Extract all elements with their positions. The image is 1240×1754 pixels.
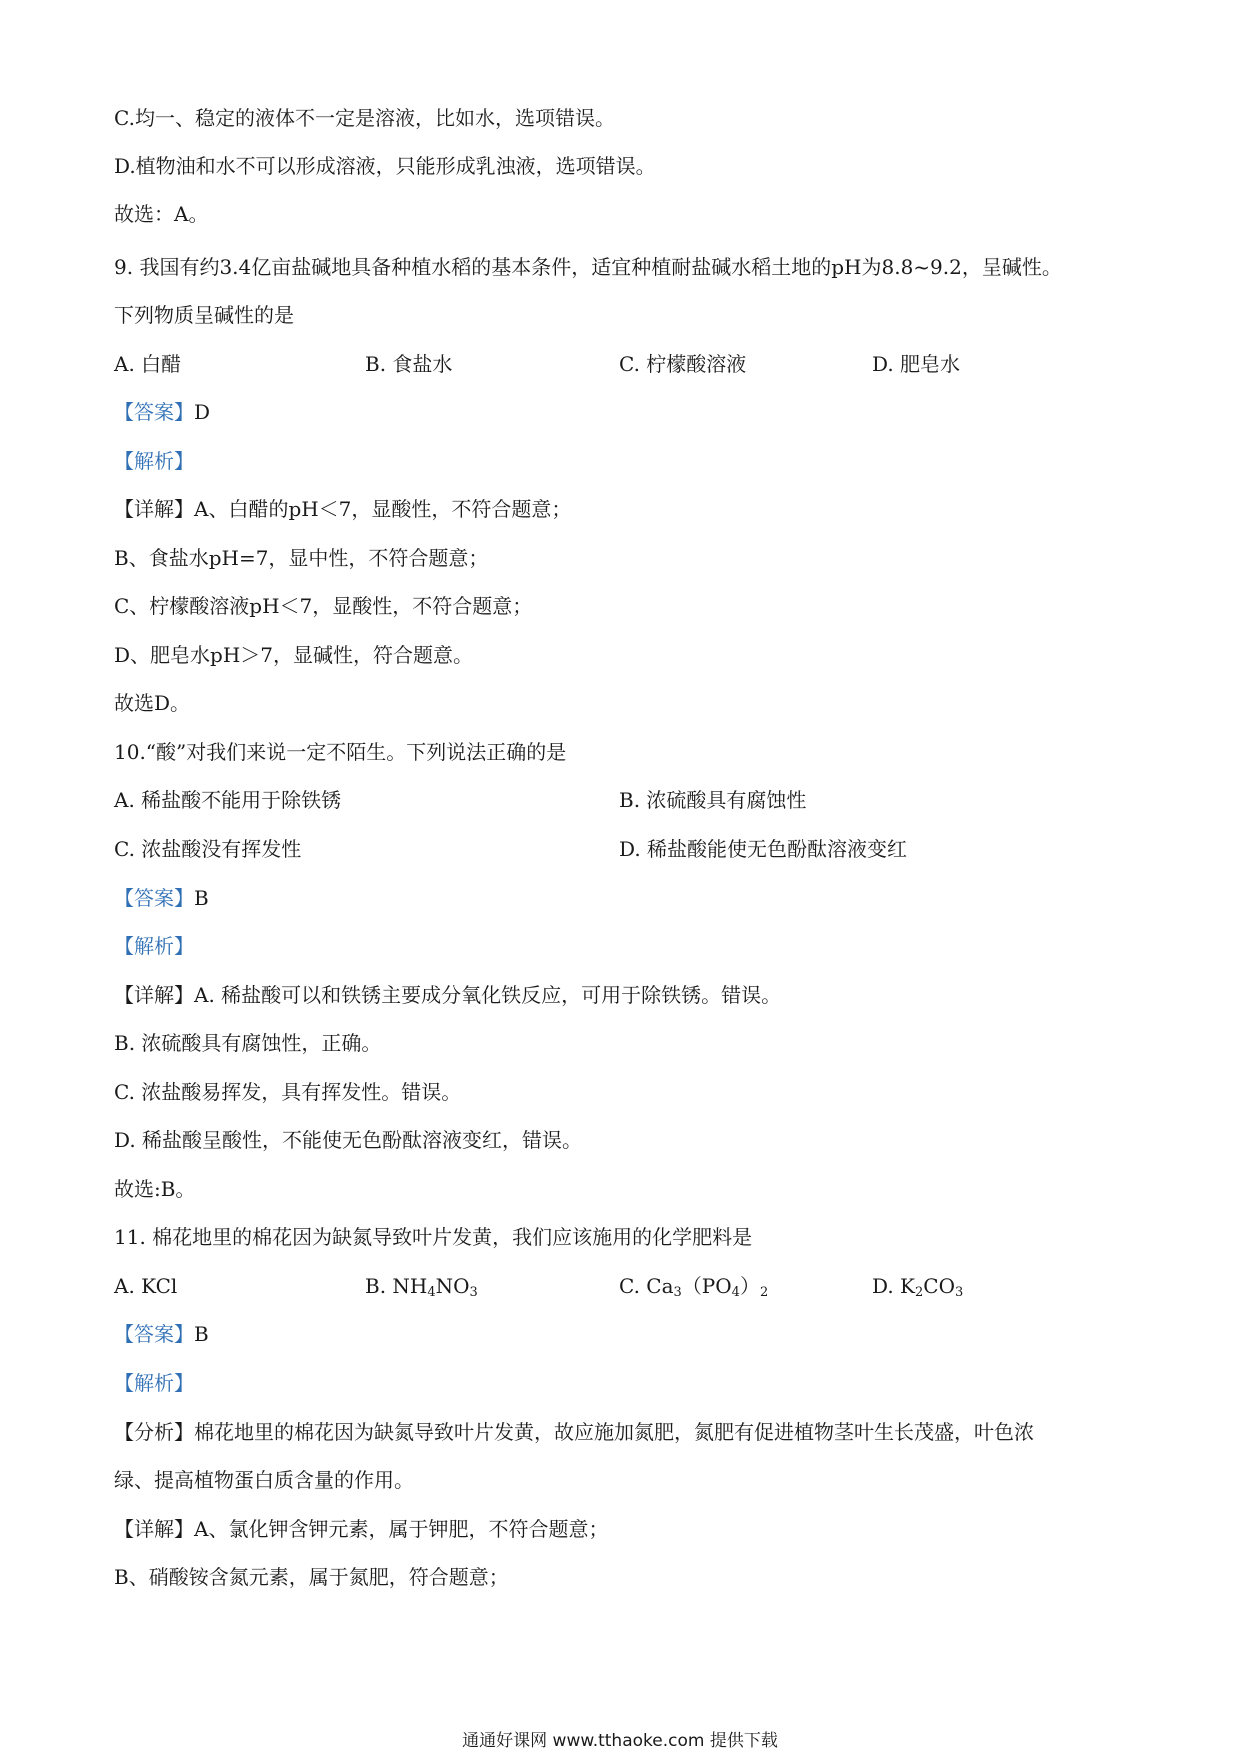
answer-value: D — [194, 400, 211, 424]
q10-option-c: C. 浓盐酸没有挥发性 — [114, 837, 302, 861]
text-line: D.植物油和水不可以形成溶液，只能形成乳浊液，选项错误。 — [114, 154, 656, 178]
subscript: 3 — [469, 1285, 478, 1300]
formula-part: NO — [435, 1274, 470, 1298]
q10-answer — [114, 884, 209, 912]
q9-conclusion: 故选D。 — [114, 691, 191, 715]
q9-answer — [114, 398, 210, 426]
q10-detail-3: C. 浓盐酸易挥发，具有挥发性。错误。 — [114, 1080, 462, 1104]
formula-part: ） — [739, 1274, 760, 1298]
formula-part: D. K — [872, 1274, 915, 1298]
q11-option-c — [619, 1272, 768, 1307]
q9-option-a: A. 白醋 — [114, 352, 182, 376]
formula-part: （PO — [681, 1274, 732, 1298]
subscript: 2 — [759, 1285, 769, 1300]
detail-tag: 【详解】 — [114, 1517, 194, 1541]
text-line: 故选：A。 — [114, 202, 209, 226]
q11-analysis-2: 绿、提高植物蛋白质含量的作用。 — [114, 1468, 414, 1492]
answer-value: B — [194, 1322, 209, 1346]
q9-option-c: C. 柠檬酸溶液 — [619, 352, 747, 376]
detail-text: A. 稀盐酸可以和铁锈主要成分氧化铁反应，可用于除铁锈。错误。 — [194, 983, 782, 1007]
question-9-cont: 下列物质呈碱性的是 — [114, 303, 294, 327]
q11-option-a: A. KCl — [114, 1274, 178, 1298]
question-9: 9. 我国有约3.4亿亩盐碱地具备种植水稻的基本条件，适宜种植耐盐碱水稻土地的pH为8.8~9.2，呈碱性。 — [114, 255, 1062, 279]
q11-answer — [114, 1320, 209, 1348]
subscript: 4 — [731, 1285, 740, 1300]
q10-option-a: A. 稀盐酸不能用于除铁锈 — [114, 788, 342, 812]
analysis-tag: 【解析】 — [114, 449, 194, 473]
formula-part: C. Ca — [619, 1274, 674, 1298]
detail-tag: 【详解】 — [114, 983, 194, 1007]
formula-part: CO — [923, 1274, 955, 1298]
q11-detail-2: B、硝酸铵含氮元素，属于氮肥，符合题意； — [114, 1565, 509, 1589]
text-line: C.均一、稳定的液体不一定是溶液，比如水，选项错误。 — [114, 106, 615, 130]
detail-text: A、白醋的pH＜7，显酸性，不符合题意； — [194, 497, 572, 521]
q9-detail-2: B、食盐水pH=7，显中性，不符合题意； — [114, 546, 489, 570]
q11-detail-1 — [114, 1515, 608, 1543]
page-footer: 通通好课网 www.tthaoke.com 提供下载 — [462, 1731, 778, 1751]
detail-text: A、氯化钾含钾元素，属于钾肥，不符合题意； — [194, 1517, 609, 1541]
question-10: 10.“酸”对我们来说一定不陌生。下列说法正确的是 — [114, 740, 567, 764]
q10-detail-4: D. 稀盐酸呈酸性，不能使无色酚酞溶液变红，错误。 — [114, 1128, 583, 1152]
q10-option-b: B. 浓硫酸具有腐蚀性 — [619, 788, 807, 812]
subscript: 3 — [673, 1285, 682, 1300]
detail-tag: 【详解】 — [114, 497, 194, 521]
analysis-tag: 【解析】 — [114, 934, 194, 958]
q10-detail-1 — [114, 981, 781, 1009]
answer-tag: 【答案】 — [114, 1322, 194, 1346]
q10-detail-2: B. 浓硫酸具有腐蚀性，正确。 — [114, 1031, 382, 1055]
q11-option-b — [365, 1272, 478, 1307]
answer-value: B — [194, 886, 209, 910]
q11-analysis-1 — [114, 1418, 1034, 1446]
q9-detail-3: C、柠檬酸溶液pH＜7，显酸性，不符合题意； — [114, 594, 533, 618]
answer-tag: 【答案】 — [114, 886, 194, 910]
q10-option-d: D. 稀盐酸能使无色酚酞溶液变红 — [619, 837, 908, 861]
subscript: 3 — [954, 1285, 964, 1300]
subscript: 4 — [427, 1285, 436, 1300]
q9-detail-1 — [114, 495, 571, 523]
answer-tag: 【答案】 — [114, 400, 194, 424]
q9-detail-4: D、肥皂水pH＞7，显碱性，符合题意。 — [114, 643, 474, 667]
q11-option-d — [872, 1272, 963, 1307]
subscript: 2 — [914, 1285, 924, 1300]
q9-option-d: D. 肥皂水 — [872, 352, 961, 376]
formula-part: B. NH — [365, 1274, 428, 1298]
question-11: 11. 棉花地里的棉花因为缺氮导致叶片发黄，我们应该施用的化学肥料是 — [114, 1225, 753, 1249]
fenxi-tag: 【分析】 — [114, 1420, 194, 1444]
q10-conclusion: 故选:B。 — [114, 1177, 196, 1201]
analysis-tag: 【解析】 — [114, 1371, 194, 1395]
fenxi-text: 棉花地里的棉花因为缺氮导致叶片发黄，故应施加氮肥，氮肥有促进植物茎叶生长茂盛，叶色浓 — [194, 1420, 1034, 1444]
q9-option-b: B. 食盐水 — [365, 352, 453, 376]
